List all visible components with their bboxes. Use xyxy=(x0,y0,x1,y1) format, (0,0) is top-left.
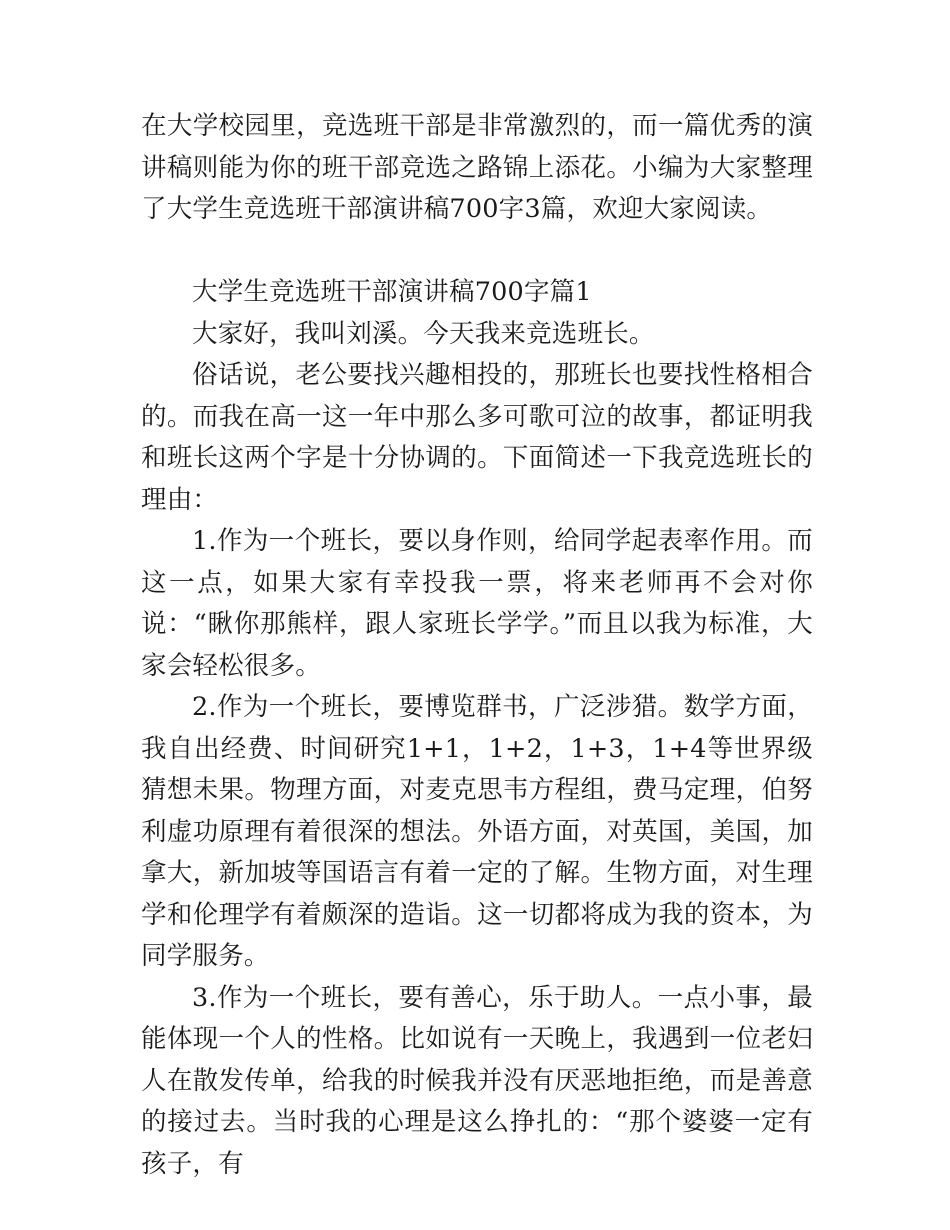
intro-paragraph: 在大学校园里，竞选班干部是非常激烈的，而一篇优秀的演讲稿则能为你的班干部竞选之路锦上添花。小编为大家整理了大学生竞选班干部演讲稿700字3篇，欢迎大家阅读。 xyxy=(141,111,813,224)
reason-1-paragraph: 1.作为一个班长，要以身作则，给同学起表率作用。而这一点，如果大家有幸投我一票，将来老师再不会对你说：“瞅你那熊样，跟人家班长学学。”而且以我为标准，大家会轻松很多。 xyxy=(141,526,813,681)
reason-3-paragraph: 3.作为一个班长，要有善心，乐于助人。一点小事，最能体现一个人的性格。比如说有一天晚上，我遇到一位老妇人在散发传单，给我的时候我并没有厌恶地拒绝，而是善意的接过去。当时我的心理是这么挣扎的：“那个婆婆一定有孩子，有 xyxy=(141,982,813,1179)
reason-2-paragraph: 2.作为一个班长，要博览群书，广泛涉猎。数学方面，我自出经费、时间研究1+1，1+2，1+3，1+4等世界级猜想未果。物理方面，对麦克思韦方程组，费马定理，伯努利虚功原理有着很深的想法。外语方面，对英国，美国，加拿大，新加坡等国语言有着一定的了解。生物方面，对生理学和伦理学有着颇深的造诣。这一切都将成为我的资本，为同学服务。 xyxy=(141,692,813,971)
section-title: 大学生竞选班干部演讲稿700字篇1 xyxy=(192,277,592,307)
greeting-paragraph: 大家好，我叫刘溪。今天我来竞选班长。 xyxy=(192,318,655,349)
reason-intro-paragraph: 俗话说，老公要找兴趣相投的，那班长也要找性格相合的。而我在高一这一年中那么多可歌可泣的故事，都证明我和班长这两个字是十分协调的。下面简述一下我竞选班长的理由： xyxy=(141,360,813,515)
document-body xyxy=(141,106,813,1185)
